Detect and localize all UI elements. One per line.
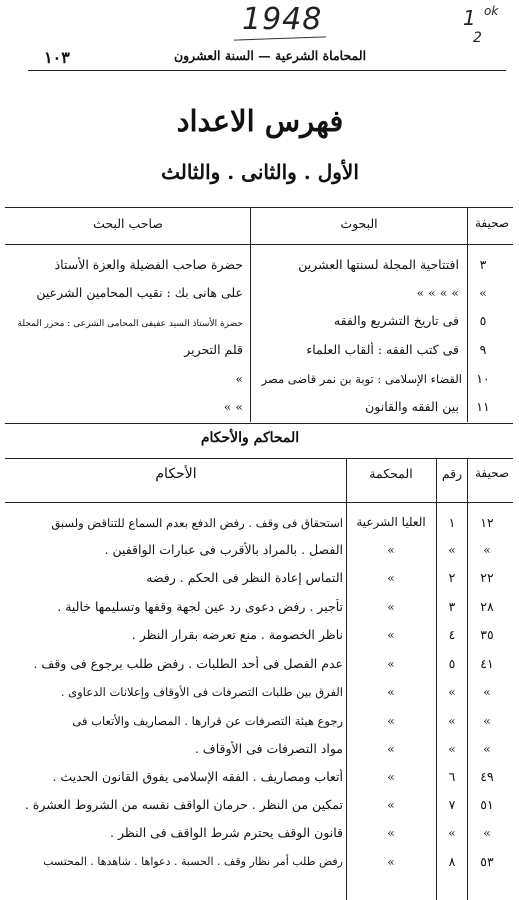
ruling-text: رفض طلب أمر نظار وقف . الحسبة . دعواها . شاهدها . المحتسب: [43, 855, 343, 868]
ruling-number: ١: [448, 515, 456, 530]
studies-header-page: صحيفة: [474, 216, 510, 230]
studies-author: على هانى بك : نقيب المحامين الشرعين: [36, 285, 243, 300]
ruling-page: ٥٣: [480, 854, 494, 869]
studies-author: » »: [223, 399, 243, 414]
ruling-court: »: [387, 599, 395, 614]
studies-page: ٥: [479, 313, 487, 328]
ruling-text: الفرق بين طلبات التصرفات فى الأوقاف وإعلانات الدعاوى .: [60, 685, 343, 699]
ruling-page: ٥١: [480, 797, 494, 812]
ruling-page: »: [483, 542, 491, 557]
ruling-text: رجوع هيئة التصرفات عن قرارها . المصاريف والأتعاب فى: [72, 714, 343, 728]
header-rule: [28, 70, 506, 71]
ruling-number: ٢: [448, 570, 456, 585]
handwritten-underline: [234, 36, 326, 40]
ruling-text: تأجير . رفض دعوى رد عين لجهة وقفها وتسليمها خالية .: [57, 599, 343, 614]
studies-topic: فى تاريخ التشريع والفقه: [333, 313, 459, 328]
ruling-text: تمكين من النظر . حرمان الواقف نفسه من الشروط العشرة .: [24, 797, 343, 812]
handwritten-ref-bottom: 2: [473, 30, 482, 46]
ruling-court: العليا الشرعية: [356, 515, 426, 529]
ruling-number: »: [448, 825, 456, 840]
ruling-number: ٧: [448, 797, 456, 812]
ruling-text: أتعاب ومصاريف . الفقه الإسلامى يفوق القانون الحديث .: [52, 769, 343, 784]
studies-page: ١١: [476, 399, 490, 414]
ruling-court: »: [387, 713, 395, 728]
ruling-text: قانون الوقف يحترم شرط الواقف فى النظر .: [110, 825, 343, 840]
ruling-court: »: [387, 656, 395, 671]
ruling-text: مواد التصرفات فى الأوقاف .: [194, 741, 343, 756]
ruling-number: ٦: [448, 769, 456, 784]
ruling-court: »: [387, 797, 395, 812]
ruling-page: »: [483, 825, 491, 840]
ruling-number: »: [448, 713, 456, 728]
studies-header-topic: البحوث: [340, 216, 378, 231]
section-rule: [5, 423, 513, 424]
studies-topic: القضاء الإسلامى : توبة بن نمر قاضى مصر: [261, 372, 462, 386]
studies-author: »: [235, 371, 243, 386]
ruling-page: »: [483, 684, 491, 699]
handwritten-year: 1948: [242, 2, 323, 37]
studies-top-rule: [5, 207, 513, 208]
studies-author: حضرة صاحب الفضيلة والعزة الأستاذ: [54, 257, 243, 272]
ruling-number: »: [448, 684, 456, 699]
rulings-col-divider: [346, 458, 347, 900]
studies-page: »: [479, 285, 487, 300]
ruling-page: ١٢: [480, 515, 494, 530]
running-title: المحاماة الشرعية — السنة العشرون: [173, 48, 367, 63]
rulings-header-number: رقم: [441, 466, 463, 481]
ruling-court: »: [387, 741, 395, 756]
ruling-court: »: [387, 825, 395, 840]
ruling-text: استحقاق فى وقف . رفض الدفع بعدم السماع للتناقض ولسبق: [51, 516, 343, 530]
page-subtitle: الأول . والثانى . والثالث: [161, 160, 359, 184]
ruling-page: ٣٥: [480, 627, 494, 642]
studies-author: حضرة الأستاذ السيد عفيفى المحامى الشرعى : محرر المجلة: [17, 319, 243, 329]
section-title: المحاكم والأحكام: [200, 430, 300, 446]
ruling-number: ٤: [448, 627, 456, 642]
studies-header-rule: [5, 244, 513, 245]
ruling-court: »: [387, 854, 395, 869]
studies-page: ٣: [479, 257, 487, 272]
rulings-header-ruling: الأحكام: [155, 466, 197, 482]
ruling-number: ٥: [448, 656, 456, 671]
page-title: فهرس الاعداد: [176, 104, 344, 138]
ruling-text: ناظر الخصومة . منع تعرضه بقرار النظر .: [131, 627, 343, 642]
ruling-page: ٤٩: [480, 769, 494, 784]
ruling-number: »: [448, 542, 456, 557]
ruling-court: »: [387, 570, 395, 585]
rulings-header-page: صحيفة: [474, 466, 510, 480]
ruling-page: ٢٨: [480, 599, 494, 614]
studies-topic: افتتاحية المجلة لسنتها العشرين: [298, 257, 459, 272]
studies-page: ١٠: [476, 371, 490, 386]
studies-author: قلم التحرير: [184, 342, 243, 357]
page-number: ١٠٣: [44, 48, 70, 67]
ruling-court: »: [387, 542, 395, 557]
ruling-number: ٣: [448, 599, 456, 614]
ruling-page: »: [483, 713, 491, 728]
ruling-court: »: [387, 769, 395, 784]
ruling-text: الفصل . بالمراد بالأقرب فى عبارات الواقفين .: [104, 542, 343, 557]
handwritten-ref-top: 1: [463, 6, 476, 30]
ruling-page: ٤١: [480, 656, 494, 671]
ruling-page: ٢٢: [480, 570, 494, 585]
ruling-court: »: [387, 627, 395, 642]
rulings-header-court: المحكمة: [369, 466, 413, 481]
ruling-number: ٨: [448, 854, 456, 869]
studies-topic: » » » »: [416, 285, 459, 300]
studies-header-author: صاحب البحث: [93, 216, 163, 231]
ruling-text: التماس إعادة النظر فى الحكم . رفضه: [146, 570, 343, 585]
rulings-col-divider: [467, 458, 468, 900]
studies-topic: بين الفقه والقانون: [365, 399, 459, 414]
studies-page: ٩: [479, 342, 487, 357]
ruling-text: عدم الفصل فى أحد الطلبات . رفض طلب برجوع فى وقف .: [33, 656, 343, 671]
ruling-page: »: [483, 741, 491, 756]
ruling-court: »: [387, 684, 395, 699]
studies-col-divider: [250, 207, 251, 422]
handwritten-ref-sup: ok: [484, 4, 499, 18]
studies-topic: فى كتب الفقه : ألقاب العلماء: [306, 342, 459, 357]
ruling-number: »: [448, 741, 456, 756]
